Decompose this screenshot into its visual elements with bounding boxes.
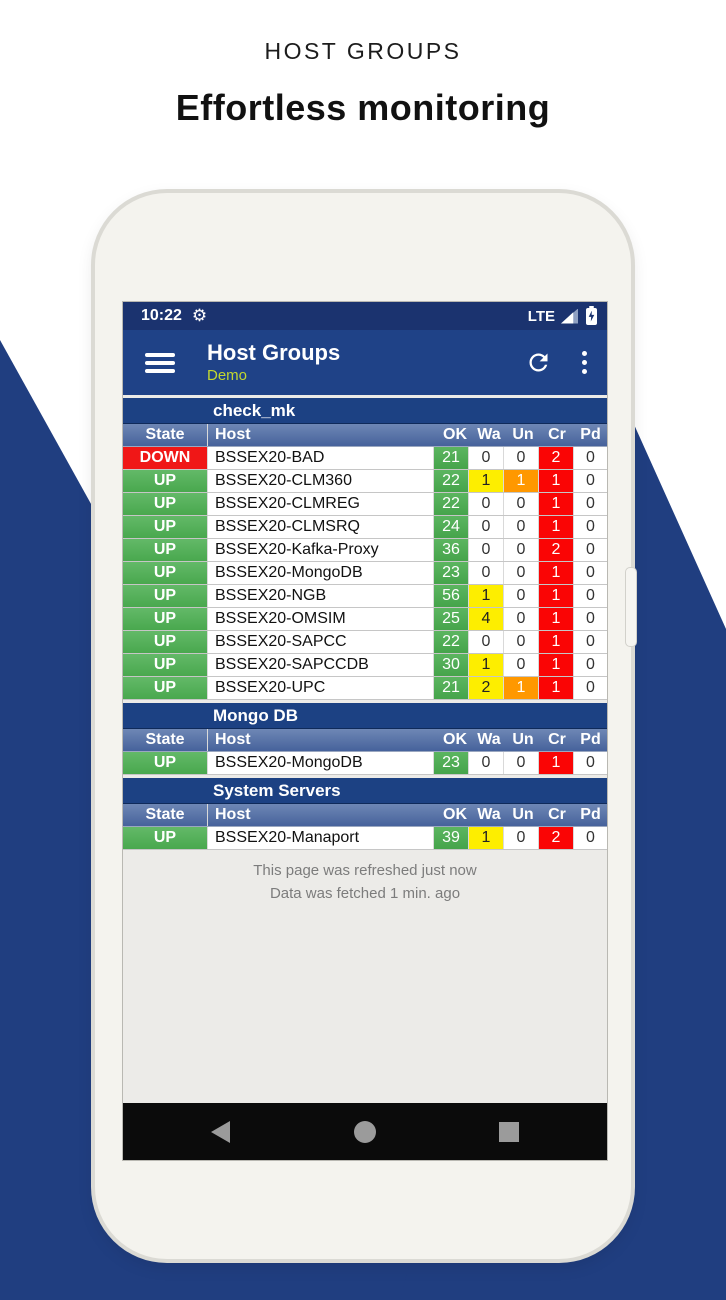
column-header: OK xyxy=(443,731,467,748)
host-state-badge: UP xyxy=(123,585,207,607)
count-pd: 0 xyxy=(573,585,607,607)
host-name: BSSEX20-MongoDB xyxy=(207,752,433,774)
count-pd: 0 xyxy=(573,631,607,653)
app-bar-actions xyxy=(525,349,589,376)
column-header: Wa xyxy=(477,731,501,748)
count-un: 0 xyxy=(503,827,538,849)
column-header: State xyxy=(145,426,185,443)
host-row[interactable] xyxy=(123,654,607,677)
column-header: OK xyxy=(443,426,467,443)
count-pd: 0 xyxy=(573,562,607,584)
host-name: BSSEX20-Kafka-Proxy xyxy=(207,539,433,561)
host-name: BSSEX20-BAD xyxy=(207,447,433,469)
host-state-badge: UP xyxy=(123,631,207,653)
network-type-label: LTE xyxy=(527,307,555,325)
host-name: BSSEX20-CLMREG xyxy=(207,493,433,515)
host-name: BSSEX20-UPC xyxy=(207,677,433,699)
hero-kicker: HOST GROUPS xyxy=(264,38,462,64)
host-state-badge: UP xyxy=(123,539,207,561)
recents-icon[interactable] xyxy=(499,1122,519,1142)
count-un: 1 xyxy=(503,677,538,699)
count-cr: 1 xyxy=(538,562,573,584)
count-wa: 0 xyxy=(468,447,503,469)
column-header: State xyxy=(145,806,185,823)
count-wa: 0 xyxy=(468,516,503,538)
count-wa: 0 xyxy=(468,539,503,561)
host-state-badge: UP xyxy=(123,516,207,538)
count-pd: 0 xyxy=(573,447,607,469)
phone-mockup xyxy=(95,193,631,1259)
app-bar-titles xyxy=(207,341,340,384)
count-cr: 1 xyxy=(538,631,573,653)
overflow-menu-icon[interactable] xyxy=(580,349,589,376)
power-button[interactable] xyxy=(625,567,637,647)
count-ok: 22 xyxy=(433,470,468,492)
host-groups-list xyxy=(123,395,607,1103)
count-ok: 21 xyxy=(433,447,468,469)
count-cr: 2 xyxy=(538,827,573,849)
count-un: 0 xyxy=(503,516,538,538)
android-nav-bar xyxy=(123,1103,607,1160)
battery-charging-icon xyxy=(586,308,597,325)
column-header: Host xyxy=(207,424,438,446)
host-state-badge: UP xyxy=(123,677,207,699)
host-row[interactable] xyxy=(123,608,607,631)
count-un: 0 xyxy=(503,608,538,630)
count-wa: 1 xyxy=(468,827,503,849)
column-header: Cr xyxy=(548,426,566,443)
count-pd: 0 xyxy=(573,752,607,774)
host-row[interactable] xyxy=(123,752,607,775)
connection-label: Demo xyxy=(207,367,248,384)
count-ok: 25 xyxy=(433,608,468,630)
count-wa: 1 xyxy=(468,585,503,607)
host-name: BSSEX20-NGB xyxy=(207,585,433,607)
home-icon[interactable] xyxy=(354,1121,376,1143)
column-header: Un xyxy=(512,426,534,443)
column-header: Un xyxy=(512,806,534,823)
count-cr: 2 xyxy=(538,539,573,561)
count-cr: 1 xyxy=(538,493,573,515)
column-header: Un xyxy=(512,731,534,748)
host-state-badge: UP xyxy=(123,654,207,676)
column-header: Cr xyxy=(548,731,566,748)
count-pd: 0 xyxy=(573,493,607,515)
host-group xyxy=(123,778,607,850)
count-pd: 0 xyxy=(573,654,607,676)
count-wa: 0 xyxy=(468,631,503,653)
count-ok: 24 xyxy=(433,516,468,538)
count-un: 0 xyxy=(503,447,538,469)
column-header: State xyxy=(145,731,185,748)
column-header: Wa xyxy=(477,806,501,823)
back-icon[interactable] xyxy=(211,1121,230,1143)
count-ok: 22 xyxy=(433,631,468,653)
table-header-row xyxy=(123,729,607,752)
count-cr: 2 xyxy=(538,447,573,469)
host-row[interactable] xyxy=(123,585,607,608)
host-row[interactable] xyxy=(123,631,607,654)
count-wa: 0 xyxy=(468,493,503,515)
column-header: Pd xyxy=(580,426,601,443)
count-ok: 56 xyxy=(433,585,468,607)
count-un: 0 xyxy=(503,493,538,515)
host-row[interactable] xyxy=(123,493,607,516)
count-ok: 36 xyxy=(433,539,468,561)
column-header: OK xyxy=(443,806,467,823)
host-state-badge: UP xyxy=(123,827,207,849)
count-un: 0 xyxy=(503,562,538,584)
host-row[interactable] xyxy=(123,827,607,850)
column-header: Host xyxy=(207,729,438,751)
column-header: Host xyxy=(207,804,438,826)
column-header: Wa xyxy=(477,426,501,443)
clock: 10:22 xyxy=(141,307,182,324)
count-ok: 23 xyxy=(433,562,468,584)
refresh-status-text: This page was refreshed just now xyxy=(253,862,477,879)
count-ok: 39 xyxy=(433,827,468,849)
hero xyxy=(0,0,726,129)
count-pd: 0 xyxy=(573,539,607,561)
host-row[interactable] xyxy=(123,562,607,585)
hero-title: Effortless monitoring xyxy=(175,87,551,128)
host-name: BSSEX20-SAPCCDB xyxy=(207,654,433,676)
host-row[interactable] xyxy=(123,539,607,562)
host-name: BSSEX20-OMSIM xyxy=(207,608,433,630)
host-row[interactable] xyxy=(123,470,607,493)
group-name-header[interactable]: check_mk xyxy=(123,398,607,424)
count-ok: 22 xyxy=(433,493,468,515)
status-bar xyxy=(123,302,607,330)
count-wa: 2 xyxy=(468,677,503,699)
count-cr: 1 xyxy=(538,752,573,774)
count-un: 1 xyxy=(503,470,538,492)
host-name: BSSEX20-CLM360 xyxy=(207,470,433,492)
count-pd: 0 xyxy=(573,827,607,849)
host-state-badge: UP xyxy=(123,562,207,584)
count-cr: 1 xyxy=(538,516,573,538)
refresh-icon[interactable] xyxy=(525,349,552,376)
host-name: BSSEX20-SAPCC xyxy=(207,631,433,653)
count-wa: 0 xyxy=(468,562,503,584)
host-row[interactable] xyxy=(123,447,607,470)
count-pd: 0 xyxy=(573,608,607,630)
host-state-badge: UP xyxy=(123,752,207,774)
host-state-badge: UP xyxy=(123,493,207,515)
page-title: Host Groups xyxy=(207,340,341,365)
column-header: Pd xyxy=(580,731,601,748)
gear-icon: ⚙ xyxy=(191,306,208,326)
count-wa: 4 xyxy=(468,608,503,630)
count-un: 0 xyxy=(503,539,538,561)
count-un: 0 xyxy=(503,752,538,774)
host-state-badge: UP xyxy=(123,470,207,492)
count-un: 0 xyxy=(503,631,538,653)
count-ok: 21 xyxy=(433,677,468,699)
signal-icon xyxy=(561,309,578,324)
count-wa: 1 xyxy=(468,654,503,676)
count-pd: 0 xyxy=(573,470,607,492)
count-wa: 0 xyxy=(468,752,503,774)
group-name-header[interactable]: Mongo DB xyxy=(123,703,607,729)
count-un: 0 xyxy=(503,654,538,676)
count-ok: 30 xyxy=(433,654,468,676)
count-cr: 1 xyxy=(538,585,573,607)
table-header-row xyxy=(123,804,607,827)
host-name: BSSEX20-CLMSRQ xyxy=(207,516,433,538)
status-bar-right xyxy=(528,308,597,325)
phone-screen xyxy=(123,302,607,1160)
host-group xyxy=(123,398,607,700)
host-group xyxy=(123,703,607,775)
host-state-badge: UP xyxy=(123,608,207,630)
column-header: Pd xyxy=(580,806,601,823)
count-cr: 1 xyxy=(538,470,573,492)
column-header: Cr xyxy=(548,806,566,823)
count-wa: 1 xyxy=(468,470,503,492)
host-name: BSSEX20-MongoDB xyxy=(207,562,433,584)
table-header-row xyxy=(123,424,607,447)
group-name-header[interactable]: System Servers xyxy=(123,778,607,804)
count-ok: 23 xyxy=(433,752,468,774)
menu-icon[interactable] xyxy=(145,349,175,377)
count-un: 0 xyxy=(503,585,538,607)
host-name: BSSEX20-Manaport xyxy=(207,827,433,849)
count-cr: 1 xyxy=(538,654,573,676)
host-state-badge: DOWN xyxy=(123,447,207,469)
host-row[interactable] xyxy=(123,516,607,539)
fetch-status-text: Data was fetched 1 min. ago xyxy=(269,885,461,902)
count-pd: 0 xyxy=(573,516,607,538)
count-pd: 0 xyxy=(573,677,607,699)
app-bar xyxy=(123,330,607,395)
count-cr: 1 xyxy=(538,608,573,630)
count-cr: 1 xyxy=(538,677,573,699)
host-row[interactable] xyxy=(123,677,607,700)
